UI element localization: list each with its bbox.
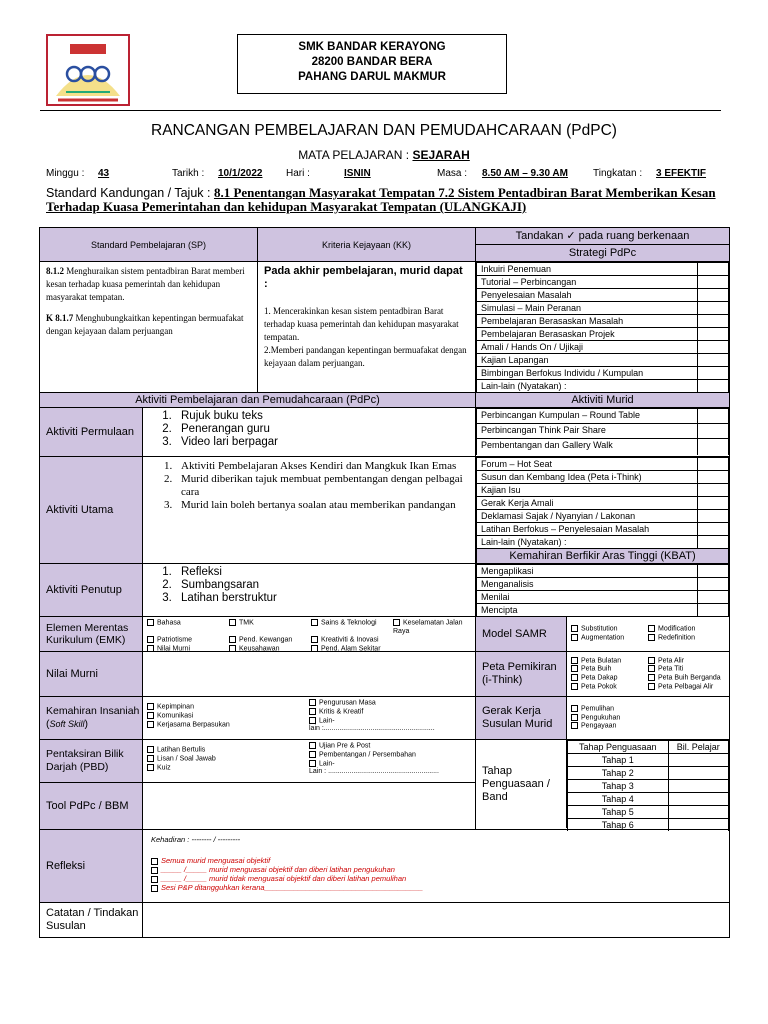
utama-item: 3. Murid lain boleh bertanya soalan atau memberikan pandangan bbox=[175, 499, 469, 512]
strategi-list bbox=[476, 262, 729, 392]
tahap-col-header: Tahap Penguasaan bbox=[568, 741, 669, 754]
insaniah-option[interactable]: Pengurusan Masa bbox=[309, 699, 471, 708]
aktiviti-pdpc-header: Aktiviti Pembelajaran dan Pemudahcaraan (PdPc) bbox=[40, 393, 476, 408]
insaniah-other[interactable]: lain :......................................................... bbox=[309, 725, 435, 733]
school-name: SMK BANDAR KERAYONG bbox=[298, 41, 446, 53]
ithink-options bbox=[567, 652, 729, 696]
murid-item: Pembentangan dan Gallery Walk bbox=[477, 439, 698, 456]
murid-item: Lain-lain (Nyatakan) : bbox=[477, 536, 698, 549]
bil-pelajar-cell[interactable] bbox=[668, 780, 728, 793]
ithink-option[interactable]: Peta Pokok bbox=[571, 683, 648, 692]
pbd-col1 bbox=[147, 742, 309, 780]
subject-line bbox=[0, 148, 768, 162]
bil-pelajar-cell[interactable] bbox=[668, 793, 728, 806]
permulaan-item: 2. Penerangan guru bbox=[175, 423, 278, 436]
penutup-item: 2. Sumbangsaran bbox=[175, 579, 277, 592]
lesson-plan-table bbox=[39, 227, 730, 938]
ithink-label: Peta Pemikiran (i-Think) bbox=[476, 652, 567, 696]
kbat-checkbox[interactable] bbox=[698, 578, 729, 591]
insaniah-label: Kemahiran Insaniah (Soft Skill) bbox=[40, 697, 143, 739]
murid-item: Gerak Kerja Amali bbox=[477, 497, 698, 510]
school-info-box bbox=[237, 34, 507, 94]
kbat-item: Menilai bbox=[477, 591, 698, 604]
emk-option[interactable]: Nilai Murni bbox=[147, 645, 225, 654]
strategi-item: Kajian Lapangan bbox=[477, 354, 698, 367]
bil-pelajar-header: Bil. Pelajar bbox=[668, 741, 728, 754]
insaniah-option[interactable]: Kerjasama Berpasukan bbox=[147, 721, 309, 730]
pbd-label: Pentaksiran Bilik Darjah (PBD) bbox=[40, 740, 143, 782]
nilai-field[interactable] bbox=[143, 652, 475, 696]
nilai-label: Nilai Murni bbox=[40, 652, 143, 696]
samr-option[interactable]: Modification bbox=[648, 625, 725, 634]
kbat-header: Kemahiran Berfikir Aras Tinggi (KBAT) bbox=[477, 549, 729, 564]
emk-option[interactable]: Keusahawan bbox=[229, 645, 307, 654]
sk-value: 8.1 Penentangan Masyarakat Tempatan 7.2 Sistem Pentadbiran Barat Memberikan Kesan Terhadap Kuasa Pemerintahan dan kehidupan Masyarakat Tempatan (ULANGKAJI) bbox=[46, 185, 716, 214]
murid-checkbox[interactable] bbox=[698, 424, 729, 439]
pbd-option[interactable]: Lisan / Soal Jawab bbox=[147, 755, 309, 764]
tahap-item: Tahap 6 bbox=[568, 819, 669, 832]
samr-option[interactable]: Substitution bbox=[571, 625, 648, 634]
strategi-item: Pembelajaran Berasaskan Projek bbox=[477, 328, 698, 341]
strategi-item: Bimbingan Berfokus Individu / Kumpulan bbox=[477, 367, 698, 380]
school-postcode: 28200 BANDAR BERA bbox=[311, 56, 433, 68]
catatan-label: Catatan / Tindakan Susulan bbox=[40, 903, 143, 937]
refleksi-option[interactable]: _____ /_____ murid tidak menguasai objektif dan diberi latihan pemulihan bbox=[151, 874, 721, 883]
tahap-item: Tahap 1 bbox=[568, 754, 669, 767]
tingkatan-value: 3 EFEKTIF bbox=[656, 168, 707, 179]
kk-header: Kriteria Kejayaan (KK) bbox=[258, 228, 476, 262]
penutup-label: Aktiviti Penutup bbox=[40, 564, 143, 616]
samr-option[interactable]: Augmentation bbox=[571, 634, 648, 643]
emk-option[interactable]: Kreativiti & Inovasi bbox=[311, 636, 389, 645]
strategi-checkbox[interactable] bbox=[698, 354, 729, 367]
strategi-checkbox[interactable] bbox=[698, 380, 729, 393]
murid-item: Perbincangan Think Pair Share bbox=[477, 424, 698, 439]
tarikh-label: Tarikh : bbox=[172, 168, 205, 179]
murid-checkbox[interactable] bbox=[698, 439, 729, 456]
kk-point-1: 1. Mencerakinkan kesan sistem pentadbiran Barat terhadap kuasa pemerintah dan kehidupan masyarakat tempatan. bbox=[264, 306, 459, 342]
hari-value: ISNIN bbox=[344, 168, 371, 179]
aktiviti-murid-header: Aktiviti Murid bbox=[476, 393, 730, 408]
emk-option[interactable]: Pend. Kewangan bbox=[229, 636, 307, 645]
emk-option[interactable]: Bahasa bbox=[147, 619, 225, 636]
minggu-value: 43 bbox=[98, 168, 110, 179]
utama-label: Aktiviti Utama bbox=[40, 457, 143, 563]
tool-label: Tool PdPc / BBM bbox=[40, 783, 143, 829]
subject-value: SEJARAH bbox=[412, 148, 470, 162]
emk-option[interactable]: TMK bbox=[229, 619, 307, 636]
murid-checkbox[interactable] bbox=[698, 484, 729, 497]
school-state: PAHANG DARUL MAKMUR bbox=[298, 71, 446, 83]
ithink-option[interactable]: Peta Alir bbox=[648, 657, 725, 666]
tandakan-header: Tandakan ✓ pada ruang berkenaan bbox=[476, 228, 729, 245]
permulaan-item: 1. Rujuk buku teks bbox=[175, 410, 278, 423]
utama-item: 1. Aktiviti Pembelajaran Akses Kendiri dan Mangkuk Ikan Emas bbox=[175, 460, 469, 473]
ithink-option[interactable]: Peta Pelbagai Alir bbox=[648, 683, 725, 692]
school-logo bbox=[46, 34, 130, 106]
refleksi-option[interactable]: Semua murid menguasai objektif bbox=[151, 856, 721, 865]
tool-field[interactable] bbox=[143, 783, 475, 829]
catatan-field[interactable] bbox=[143, 903, 729, 937]
utama-item: 2. Murid diberikan tajuk membuat pembentangan dengan pelbagai cara bbox=[175, 473, 469, 499]
tahap-label: Tahap Penguasaan / Band bbox=[476, 740, 567, 828]
utama-list bbox=[153, 460, 469, 512]
permulaan-list bbox=[153, 410, 278, 449]
murid-checkbox[interactable] bbox=[698, 458, 729, 471]
strategi-checkbox[interactable] bbox=[698, 328, 729, 341]
ithink-option[interactable]: Peta Titi bbox=[648, 665, 725, 674]
murid-item: Latihan Berfokus – Penyelesaian Masalah bbox=[477, 523, 698, 536]
insaniah-option[interactable]: Lain- bbox=[309, 717, 471, 726]
murid-item: Perbincangan Kumpulan – Round Table bbox=[477, 409, 698, 424]
murid-checkbox[interactable] bbox=[698, 471, 729, 484]
hari-label: Hari : bbox=[286, 168, 310, 179]
masa-label: Masa : bbox=[437, 168, 468, 179]
permulaan-label: Aktiviti Permulaan bbox=[40, 408, 143, 456]
refleksi-option[interactable]: Sesi P&P ditangguhkan kerana______________________________________ bbox=[151, 883, 721, 892]
emk-option[interactable]: Sains & Teknologi bbox=[311, 619, 389, 636]
insaniah-col1 bbox=[147, 699, 309, 737]
tingkatan-label: Tingkatan : bbox=[593, 168, 643, 179]
strategi-checkbox[interactable] bbox=[698, 367, 729, 380]
bil-pelajar-cell[interactable] bbox=[668, 806, 728, 819]
emk-option[interactable]: Patriotisme bbox=[147, 636, 225, 645]
subject-label: MATA PELAJARAN : bbox=[298, 148, 410, 162]
emk-label: Elemen Merentas Kurikulum (EMK) bbox=[40, 617, 143, 651]
standard-kandungan bbox=[46, 186, 726, 214]
refleksi-option[interactable]: _____ /_____ murid menguasai objektif dan diberi latihan pengukuhan bbox=[151, 865, 721, 874]
refleksi-content bbox=[143, 830, 729, 902]
strategi-checkbox[interactable] bbox=[698, 276, 729, 289]
pbd-option[interactable]: Kuiz bbox=[147, 764, 309, 773]
strategi-item: Lain-lain (Nyatakan) : bbox=[477, 380, 698, 393]
murid-checkbox[interactable] bbox=[698, 523, 729, 536]
refleksi-label: Refleksi bbox=[40, 830, 143, 902]
murid-item: Kajian Isu bbox=[477, 484, 698, 497]
sp-content bbox=[40, 262, 258, 393]
gerak-options bbox=[567, 697, 729, 739]
minggu-label: Minggu : bbox=[46, 168, 85, 179]
kk-content bbox=[258, 262, 476, 393]
strategi-item: Inkuiri Penemuan bbox=[477, 263, 698, 276]
strategi-item: Amali / Hands On / Ujikaji bbox=[477, 341, 698, 354]
kehadiran[interactable]: Kehadiran : -------- / --------- bbox=[151, 835, 241, 844]
tahap-item: Tahap 3 bbox=[568, 780, 669, 793]
strategi-checkbox[interactable] bbox=[698, 263, 729, 276]
emk-options bbox=[147, 619, 471, 654]
strategi-header: Strategi PdPc bbox=[568, 247, 637, 259]
kbat-list bbox=[476, 564, 729, 616]
sp-item-1: 8.1.2 Menghuraikan sistem pentadbiran Barat memberi kesan terhadap kuasa pemerintah dan kehidupan masyarakat tempatan. bbox=[46, 266, 245, 302]
kbat-checkbox[interactable] bbox=[698, 565, 729, 578]
murid-item: Forum – Hot Seat bbox=[477, 458, 698, 471]
strategi-item: Penyelesaian Masalah bbox=[477, 289, 698, 302]
pbd-col2 bbox=[309, 742, 471, 780]
header-divider bbox=[40, 110, 721, 111]
strategi-checkbox[interactable] bbox=[698, 302, 729, 315]
samr-options bbox=[567, 617, 729, 651]
samr-label: Model SAMR bbox=[476, 617, 567, 651]
pbd-option[interactable]: Pembentangan / Persembahan bbox=[309, 751, 471, 760]
murid-checkbox[interactable] bbox=[698, 510, 729, 523]
gerak-option[interactable]: Pengayaan bbox=[571, 722, 725, 731]
gerak-label: Gerak Kerja Susulan Murid bbox=[476, 697, 567, 739]
insaniah-option[interactable]: Kritis & Kreatif bbox=[309, 708, 471, 717]
murid-checkbox[interactable] bbox=[698, 409, 729, 424]
tahap-table bbox=[567, 740, 729, 831]
samr-option[interactable]: Redefinition bbox=[648, 634, 725, 643]
strategi-checkbox[interactable] bbox=[698, 315, 729, 328]
pbd-option[interactable]: Latihan Bertulis bbox=[147, 746, 309, 755]
kbat-item: Mengaplikasi bbox=[477, 565, 698, 578]
ithink-option[interactable]: Peta Buih bbox=[571, 665, 648, 674]
kk-point-2: 2.Memberi pandangan kepentingan bermuafakat dengan kejayaan dalam perjuangan. bbox=[264, 345, 467, 368]
strategi-item: Tutorial – Perbincangan bbox=[477, 276, 698, 289]
gerak-option[interactable]: Pemulihan bbox=[571, 705, 725, 714]
strategi-checkbox[interactable] bbox=[698, 341, 729, 354]
tahap-item: Tahap 5 bbox=[568, 806, 669, 819]
murid-checkbox[interactable] bbox=[698, 497, 729, 510]
kbat-item: Menganalisis bbox=[477, 578, 698, 591]
kbat-checkbox[interactable] bbox=[698, 604, 729, 617]
tahap-item: Tahap 2 bbox=[568, 767, 669, 780]
tarikh-value: 10/1/2022 bbox=[218, 168, 263, 179]
ithink-option[interactable]: Peta Bulatan bbox=[571, 657, 648, 666]
tahap-item: Tahap 4 bbox=[568, 793, 669, 806]
insaniah-option[interactable]: Kepimpinan bbox=[147, 703, 309, 712]
murid-checkbox[interactable] bbox=[698, 536, 729, 549]
penutup-item: 3. Latihan berstruktur bbox=[175, 592, 277, 605]
permulaan-item: 3. Video lari berpagar bbox=[175, 436, 278, 449]
insaniah-option[interactable]: Komunikasi bbox=[147, 712, 309, 721]
pbd-option[interactable]: Lain- bbox=[309, 760, 471, 769]
aktiviti-murid-list-b bbox=[476, 457, 729, 563]
sp-header: Standard Pembelajaran (SP) bbox=[40, 228, 258, 262]
murid-item: Deklamasi Sajak / Nyanyian / Lakonan bbox=[477, 510, 698, 523]
emk-option[interactable]: Pend. Alam Sekitar bbox=[311, 645, 389, 654]
penutup-item: 1. Refleksi bbox=[175, 566, 277, 579]
kbat-checkbox[interactable] bbox=[698, 591, 729, 604]
ithink-option[interactable]: Peta Buih Berganda bbox=[648, 674, 725, 683]
gerak-option[interactable]: Pengukuhan bbox=[571, 714, 725, 723]
page-title: RANCANGAN PEMBELAJARAN DAN PEMUDAHCARAAN (PdPC) bbox=[151, 122, 617, 139]
bil-pelajar-cell[interactable] bbox=[668, 754, 728, 767]
masa-value: 8.50 AM – 9.30 AM bbox=[482, 168, 568, 179]
insaniah-col2 bbox=[309, 699, 471, 737]
strategi-checkbox[interactable] bbox=[698, 289, 729, 302]
pbd-other[interactable]: Lain : ......................................................... bbox=[309, 768, 439, 776]
bil-pelajar-cell[interactable] bbox=[668, 767, 728, 780]
pbd-option[interactable]: Ujian Pre & Post bbox=[309, 742, 471, 751]
murid-item: Susun dan Kembang Idea (Peta i-Think) bbox=[477, 471, 698, 484]
strategi-item: Simulasi – Main Peranan bbox=[477, 302, 698, 315]
aktiviti-murid-list-a bbox=[476, 408, 729, 455]
sp-item-2: K 8.1.7 Menghubungkaitkan kepentingan bermuafakat dengan kejayaan dalam perjuangan bbox=[46, 313, 244, 336]
kbat-item: Mencipta bbox=[477, 604, 698, 617]
sk-label: Standard Kandungan / Tajuk : bbox=[46, 186, 211, 200]
emk-option[interactable]: Keselamatan Jalan Raya bbox=[393, 619, 463, 635]
strategi-item: Pembelajaran Berasaskan Masalah bbox=[477, 315, 698, 328]
ithink-option[interactable]: Peta Dakap bbox=[571, 674, 648, 683]
penutup-list bbox=[153, 566, 277, 605]
kk-intro: Pada akhir pembelajaran, murid dapat : bbox=[264, 265, 463, 290]
